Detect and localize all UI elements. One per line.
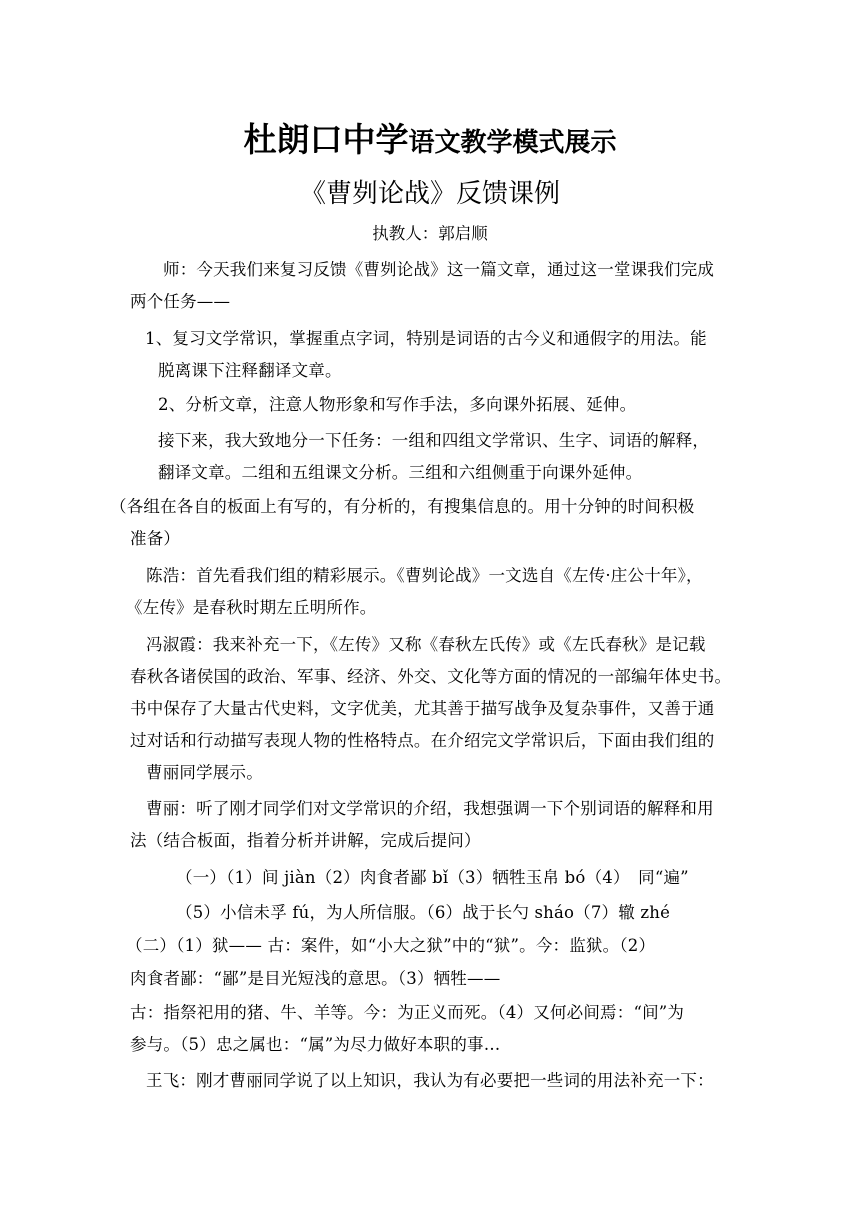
text-line: 《左传》是春秋时期左丘明所作。 [126,598,377,617]
text-line: 参与。（5）忠之属也：“属”为尽力做好本职的事… [130,1035,501,1054]
text-line: （各组在各自的板面上有写的，有分析的，有搜集信息的。用十分钟的时间积极 [110,497,695,516]
text-line: 2、分析文章，注意人物形象和写作手法，多向课外拓展、延伸。 [158,395,637,414]
text-line: 曹丽：听了刚才同学们对文学常识的介绍，我想强调一下个别词语的解释和用 [146,799,714,818]
text-line: 春秋各诸侯国的政治、军事、经济、外交、文化等方面的情况的一部编年体史书。 [130,667,732,686]
text-line: 准备） [130,529,181,548]
text-line: 两个任务—— [130,292,231,311]
text-line: 陈浩：首先看我们组的精彩展示。《曹刿论战》一文选自《左传·庄公十年》， [146,566,703,585]
text-line: 接下来，我大致地分一下任务：一组和四组文学常识、生字、词语的解释， [158,431,710,450]
text-line: 肉食者鄙：“鄙”是目光短浅的意思。（3）牺牲—— [130,969,501,988]
text-line: （二）（1）狱—— 古：案件，如“小大之狱”中的“狱”。今：监狱。（2） [126,936,656,955]
text-line: 冯淑霞：我来补充一下，《左传》又称《春秋左氏传》或《左氏春秋》是记载 [146,635,706,654]
text-line: 王飞：刚才曹丽同学说了以上知识，我认为有必要把一些词的用法补充一下： [146,1071,714,1090]
teacher-name: 执教人：郭启顺 [372,224,488,243]
document-title [0,118,860,168]
text-line: 1、复习文学常识，掌握重点字词，特别是词语的古今义和通假字的用法。能 [145,329,707,348]
text-line: 师：今天我们来复习反馈《曹刿论战》这一篇文章，通过这一堂课我们完成 [163,260,715,279]
title-school-name: 杜朗口中学 [243,120,409,159]
text-line: （一）（1）间 jiàn（2）肉食者鄙 bǐ（3）牺牲玉帛 bó（4） 同“遍” [176,868,689,887]
title-heading: 语文教学模式展示 [408,128,617,158]
text-line: 书中保存了大量古代史料，文字优美，尤其善于描写战争及复杂事件，又善于通 [130,699,715,718]
text-line: 曹丽同学展示。 [146,763,263,782]
text-line: 古：指祭祀用的猪、牛、羊等。今：为正义而死。（4）又何必间焉：“间”为 [130,1003,685,1022]
text-line: （5）小信未孚 fú，为人所信服。（6）战于长勺 sháo（7）辙 zhé [176,903,671,922]
text-line: 过对话和行动描写表现人物的性格特点。在介绍完文学常识后，下面由我们组的 [130,731,715,750]
text-line: 翻译文章。二组和五组课文分析。三组和六组侧重于向课外延伸。 [158,463,643,482]
text-line: 法（结合板面，指着分析并讲解，完成后提问） [130,831,481,850]
text-line: 脱离课下注释翻译文章。 [158,361,342,380]
lesson-title: 《曹刿论战》反馈课例 [299,179,560,209]
